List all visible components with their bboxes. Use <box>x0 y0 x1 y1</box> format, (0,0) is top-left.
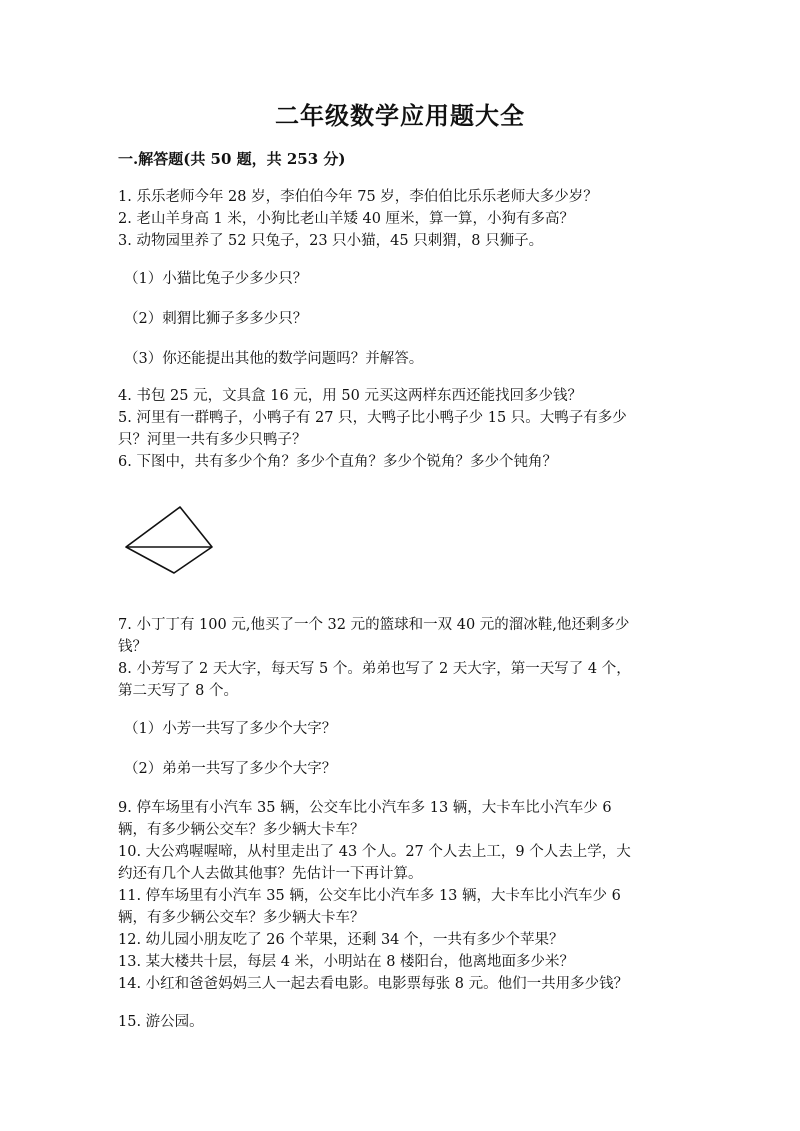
question-5-line-1: 5. 河里有一群鸭子，小鸭子有 27 只，大鸭子比小鸭子少 15 只。大鸭子有多少 <box>118 410 627 426</box>
question-4: 4. 书包 25 元，文具盒 16 元，用 50 元买这两样东西还能找回多少钱？ <box>118 388 582 404</box>
question-14: 14. 小红和爸爸妈妈三人一起去看电影。电影票每张 8 元。他们一共用多少钱？ <box>118 976 629 992</box>
question-8-part-2: （2）弟弟一共写了多少个大字？ <box>124 761 337 777</box>
question-8-part-1: （1）小芳一共写了多少个大字？ <box>124 721 337 737</box>
question-11-line-1: 11. 停车场里有小汽车 35 辆，公交车比小汽车多 13 辆，大卡车比小汽车少 6 <box>118 888 621 904</box>
question-10-line-2: 约还有几个人去做其他事？先估计一下再计算。 <box>118 866 423 882</box>
question-9-line-1: 9. 停车场里有小汽车 35 辆，公交车比小汽车多 13 辆，大卡车比小汽车少 6 <box>118 800 612 816</box>
question-3-part-3: （3）你还能提出其他的数学问题吗？并解答。 <box>124 351 424 367</box>
question-6: 6. 下图中，共有多少个角？多少个直角？多少个锐角？多少个钝角？ <box>118 454 557 470</box>
question-1: 1. 乐乐老师今年 28 岁，李伯伯今年 75 岁，李伯伯比乐乐老师大多少岁？ <box>118 189 598 205</box>
question-8-line-1: 8. 小芳写了 2 天大字，每天写 5 个。弟弟也写了 2 天大字，第一天写了 4 个， <box>118 661 631 677</box>
quadrilateral-shape <box>126 507 212 573</box>
document-title: 二年级数学应用题大全 <box>275 101 525 130</box>
question-7-line-1: 7. 小丁丁有 100 元,他买了一个 32 元的篮球和一双 40 元的溜冰鞋,他还剩多少 <box>118 617 630 633</box>
question-3-part-1: （1）小猫比兔子少多少只？ <box>124 271 308 287</box>
question-3: 3. 动物园里养了 52 只兔子，23 只小猫，45 只刺猬，8 只狮子。 <box>118 233 544 249</box>
angle-figure <box>122 500 218 576</box>
question-9-line-2: 辆，有多少辆公交车？多少辆大卡车？ <box>118 822 365 838</box>
question-7-line-2: 钱？ <box>118 639 147 655</box>
question-5-line-2: 只？河里一共有多少只鸭子？ <box>118 432 307 448</box>
section-heading: 一.解答题(共 50 题，共 253 分) <box>118 150 346 168</box>
question-8-line-2: 第二天写了 8 个。 <box>118 683 238 699</box>
question-10-line-1: 10. 大公鸡喔喔啼，从村里走出了 43 个人。27 个人去上工，9 个人去上学，大 <box>118 844 631 860</box>
question-15: 15. 游公园。 <box>118 1014 204 1030</box>
question-11-line-2: 辆，有多少辆公交车？多少辆大卡车？ <box>118 910 365 926</box>
question-2: 2. 老山羊身高 1 米，小狗比老山羊矮 40 厘米，算一算，小狗有多高？ <box>118 211 575 227</box>
question-3-part-2: （2）刺猬比狮子多多少只？ <box>124 311 308 327</box>
question-12: 12. 幼儿园小朋友吃了 26 个苹果，还剩 34 个，一共有多少个苹果？ <box>118 932 564 948</box>
question-13: 13. 某大楼共十层，每层 4 米，小明站在 8 楼阳台，他离地面多少米？ <box>118 954 575 970</box>
